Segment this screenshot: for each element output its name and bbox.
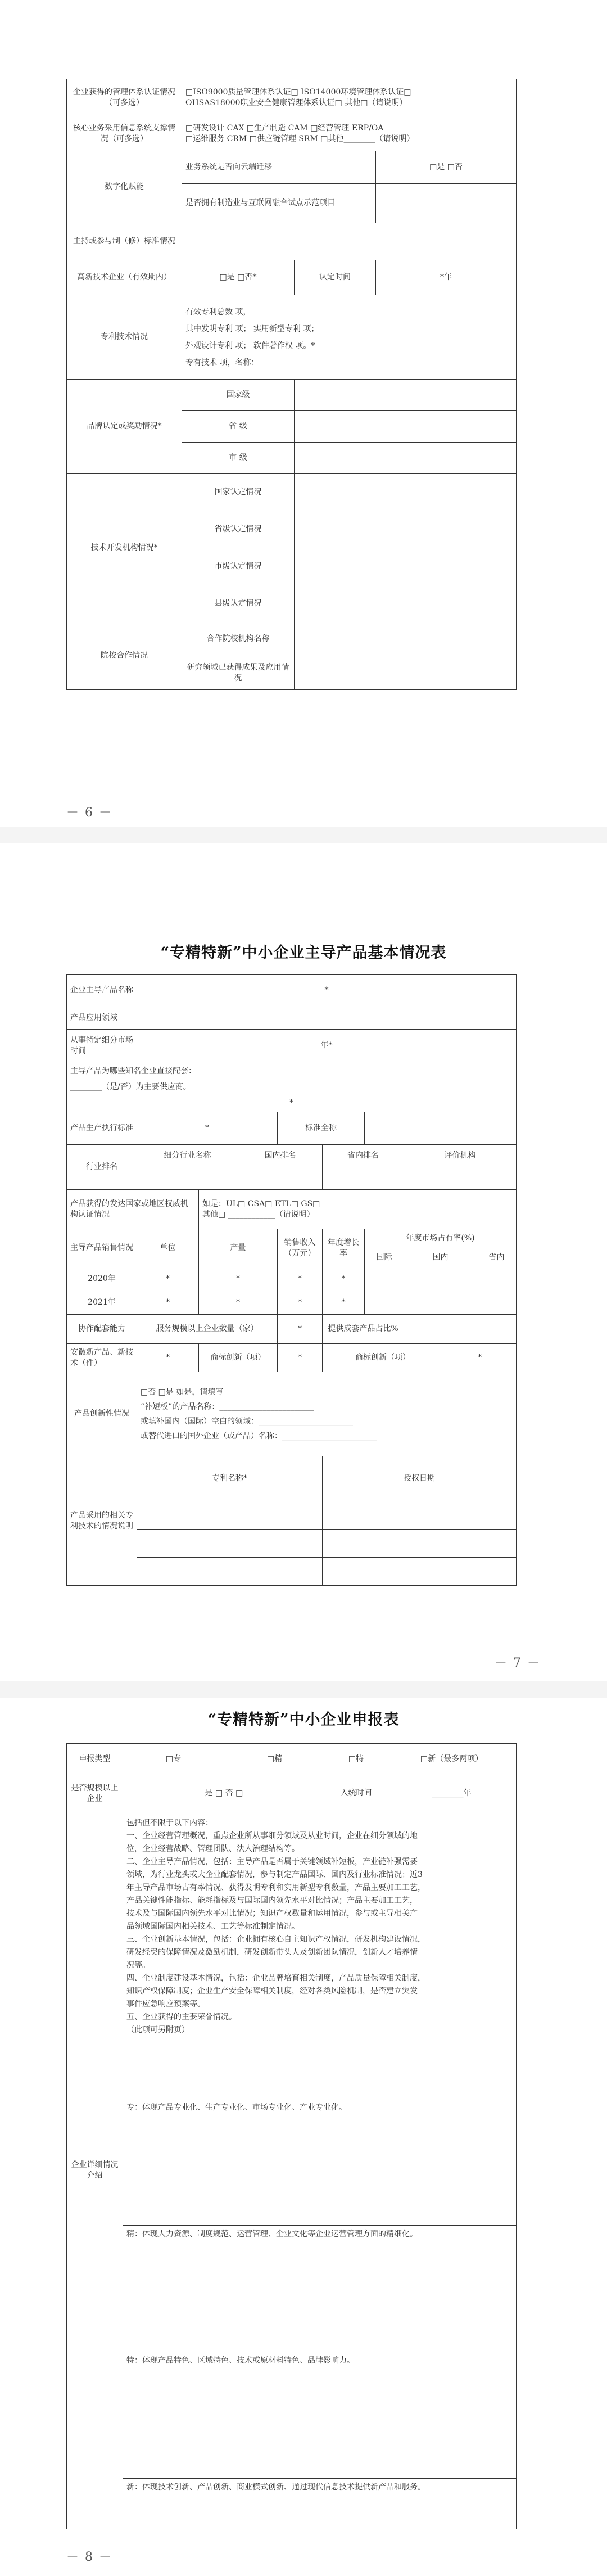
patent-field[interactable]: 有效专利总数 项， 其中发明专利 项； 实用新型专利 项； 外观设计专利 项； 软件著作权 项。* 专有技术 项，名称： (182, 295, 517, 380)
standard-field[interactable] (182, 223, 517, 260)
honor-level: 国家级 (182, 380, 295, 411)
innov-field[interactable]: □否 □是 如是，请填写 “补短板”的产品名称：________________________ 或填补国内（国际）空白的领域：________________________ 或替代进口的国外企业（或产品）名称：________________________ (137, 1372, 517, 1456)
iiot-field[interactable] (376, 184, 517, 223)
sales-year: 2020年 (67, 1267, 137, 1291)
refine-field[interactable]: 精：体现人力资源、制度规范、运营管理、企业文化等企业运营管理方面的精细化。 (123, 2226, 517, 2352)
sales-header: 单位 (137, 1229, 199, 1267)
ip-cell[interactable] (137, 1530, 323, 1558)
sales-year: 2021年 (67, 1291, 137, 1315)
page-gap (0, 1681, 607, 1698)
honor-field[interactable] (295, 411, 517, 443)
sales-subheader: 省内 (477, 1248, 517, 1267)
type-label: 申报类型 (67, 1744, 123, 1775)
new-field[interactable]: 新：体现技术创新、产品创新、商业模式创新、通过现代信息技术提供新产品和服务。 (123, 2479, 517, 2529)
brand-innovation-field[interactable]: * (443, 1344, 517, 1372)
coop-enterprises-label: 服务规模以上企业数量（家） (137, 1315, 278, 1344)
ip-cell[interactable] (323, 1501, 517, 1530)
rank-header: 国内排名 (238, 1145, 323, 1167)
sales-header: 产量 (199, 1229, 278, 1267)
sales-label: 主导产品销售情况 (67, 1229, 137, 1267)
honor-level: 省 级 (182, 411, 295, 443)
honor-level: 市 级 (182, 443, 295, 474)
sales-cell[interactable]: * (199, 1291, 278, 1315)
sales-header: 年度市场占有率(%) (365, 1229, 517, 1248)
rank-cell[interactable] (137, 1167, 238, 1190)
coop-field[interactable] (295, 656, 517, 690)
rank-cell[interactable] (404, 1167, 517, 1190)
intl-cert-label: 产品获得的发达国家或地区权威机构认证情况 (67, 1190, 199, 1229)
sales-header: 销售收入（万元） (278, 1229, 323, 1267)
sales-cell[interactable] (477, 1291, 517, 1315)
brand-label: 商标创新（项） (199, 1344, 278, 1372)
coop-label: 院校合作情况 (67, 622, 182, 690)
page-6 (0, 0, 607, 827)
page-title: “专精特新”中小企业主导产品基本情况表 (160, 944, 447, 962)
type-option-new[interactable]: □新（最多两项） (387, 1744, 517, 1775)
entry-field[interactable]: ________年 (387, 1775, 517, 1812)
rank-cell[interactable] (238, 1167, 323, 1190)
sales-cell[interactable] (404, 1291, 477, 1315)
info-sys-options[interactable]: □研发设计 CAX □生产制造 CAM □经营管理 ERP/OA □运维服务 CRM □供应链管理 SRM □其他________（请说明） (182, 116, 517, 151)
rank-cell[interactable] (323, 1167, 404, 1190)
intro-label: 企业详细情况介绍 (67, 1812, 123, 2529)
field-field[interactable] (137, 1007, 517, 1030)
ip-cell[interactable] (323, 1558, 517, 1586)
honor-field[interactable] (295, 380, 517, 411)
above-label: 是否规模以上企业 (67, 1775, 123, 1812)
coop-item: 合作院校机构名称 (182, 622, 295, 656)
sales-cell[interactable] (365, 1291, 404, 1315)
hitech-options[interactable]: □是 □否* (182, 260, 295, 295)
spec-field[interactable]: 专：体现产品专业化、生产专业化、市场专业化、产业专业化。 (123, 2099, 517, 2226)
page-gap (0, 827, 607, 843)
ip-cell[interactable] (137, 1558, 323, 1586)
sales-cell[interactable]: * (323, 1267, 365, 1291)
standard-label: 主持或参与制（修）标准情况 (67, 223, 182, 260)
cert-time-label: 认定时间 (295, 260, 376, 295)
rnd-level: 国家认定情况 (182, 474, 295, 511)
brand-innovation-label: 商标创新（项） (323, 1344, 443, 1372)
rnd-level: 省级认定情况 (182, 511, 295, 548)
page-number: － 7 － (495, 1656, 541, 1670)
field-label: 产品应用领域 (67, 1007, 137, 1030)
rnd-level: 县级认定情况 (182, 585, 295, 622)
ip-label: 产品采用的相关专利技术的情况说明 (67, 1456, 137, 1586)
company-info-table-continued (66, 79, 517, 690)
coop-share-label: 提供成套产品占比% (323, 1315, 404, 1344)
innov-label: 产品创新性情况 (67, 1372, 137, 1456)
above-options[interactable]: 是 □ 否 □ (123, 1775, 325, 1812)
sales-cell[interactable]: * (278, 1267, 323, 1291)
sales-cell[interactable]: * (137, 1291, 199, 1315)
coop-capacity-label: 协作配套能力 (67, 1315, 137, 1344)
page-number: － 8 － (66, 2550, 112, 2564)
support-field[interactable]: 主导产品为哪些知名企业直接配套： ________（是/否）为主要供应商。 * (67, 1062, 517, 1112)
page-8 (0, 1698, 607, 2576)
rnd-field[interactable] (295, 474, 517, 511)
rank-header: 省内排名 (323, 1145, 404, 1167)
product-name-field[interactable]: * (137, 975, 517, 1007)
coop-share-field[interactable] (404, 1315, 517, 1344)
iiot-label: 是否拥有制造业与互联网融合试点示范项目 (182, 184, 376, 223)
coop-enterprises-field[interactable]: * (278, 1315, 323, 1344)
cert-time-field[interactable]: *年 (376, 260, 517, 295)
page-title: “专精特新”中小企业申报表 (207, 1711, 400, 1729)
rnd-field[interactable] (295, 548, 517, 585)
application-table (66, 1743, 517, 2529)
sales-cell[interactable]: * (278, 1291, 323, 1315)
entry-label: 入统时间 (325, 1775, 387, 1812)
product-info-table (66, 974, 517, 1586)
honor-field[interactable] (295, 443, 517, 474)
time-field[interactable]: 年* (137, 1030, 517, 1062)
mgmt-cert-label: 企业获得的管理体系认证情况（可多选） (67, 79, 182, 116)
brand-field[interactable]: * (278, 1344, 323, 1372)
sales-cell[interactable]: * (137, 1267, 199, 1291)
sales-subheader: 国内 (404, 1248, 477, 1267)
std-name-label: 标准全称 (278, 1112, 365, 1145)
rank-header: 细分行业名称 (137, 1145, 238, 1167)
mgmt-cert-options[interactable]: □ISO9000质量管理体系认证□ ISO14000环境管理体系认证□ OHSAS18000职业安全健康管理体系认证□ 其他□（请说明） (182, 79, 517, 116)
std-label: 产品生产执行标准 (67, 1112, 137, 1145)
type-option-refine[interactable]: □精 (224, 1744, 325, 1775)
coop-item: 研究领域已获得成果及应用情况 (182, 656, 295, 690)
ip-name-header: 专利名称* (137, 1456, 323, 1501)
sales-cell[interactable]: * (323, 1291, 365, 1315)
rnd-field[interactable] (295, 585, 517, 622)
sales-cell[interactable] (477, 1267, 517, 1291)
cloud-options[interactable]: □是 □否 (376, 151, 517, 184)
type-option-special[interactable]: □特 (325, 1744, 387, 1775)
newprod-label: 安徽新产品、新技术（件） (67, 1344, 137, 1372)
product-name-label: 企业主导产品名称 (67, 975, 137, 1007)
type-option-spec[interactable]: □专 (123, 1744, 224, 1775)
sales-subheader: 国际 (365, 1248, 404, 1267)
special-field[interactable]: 特：体现产品特色、区域特色、技术或原材料特色、品牌影响力。 (123, 2352, 517, 2479)
rank-header: 评价机构 (404, 1145, 517, 1167)
digital-label: 数字化赋能 (67, 151, 182, 223)
sales-cell[interactable]: * (199, 1267, 278, 1291)
time-label: 从事特定细分市场时间 (67, 1030, 137, 1062)
rank-label: 行业排名 (67, 1145, 137, 1190)
std-name-field[interactable] (365, 1112, 517, 1145)
sales-header: 年度增长率 (323, 1229, 365, 1267)
page-number: － 6 － (66, 806, 112, 820)
ip-term-header: 授权日期 (323, 1456, 517, 1501)
hitech-label: 高新技术企业（有效期内） (67, 260, 182, 295)
info-sys-label: 核心业务采用信息系统支撑情况（可多选） (67, 116, 182, 151)
newprod-field[interactable]: * (137, 1344, 199, 1372)
std-field[interactable]: * (137, 1112, 278, 1145)
sales-cell[interactable] (365, 1267, 404, 1291)
intl-cert-field[interactable]: 如是：UL□ CSA□ ETL□ GS□ 其他□ ____________（请说明） (199, 1190, 517, 1229)
ip-cell[interactable] (137, 1501, 323, 1530)
rnd-level: 市级认定情况 (182, 548, 295, 585)
page-7 (0, 843, 607, 1681)
patent-label: 专利技术情况 (67, 295, 182, 380)
coop-field[interactable] (295, 622, 517, 656)
sales-cell[interactable] (404, 1267, 477, 1291)
intro-content[interactable]: 包括但不限于以下内容： 一、企业经营管理概况，重点企业所从事细分领域及从业时间，企业在细分领域的地 位，企业经营战略、管理团队、法人治理结构等。 二、企业主导产品情况，包括：主导产品是否属于关键领域补短板，产业链补强需要 领域，为行业龙头或大企业配套情况，参与制定产品国际、国内及行业标准情况；近3 年主导产品市场占有率情况、获得发明专利和实用新型专利数量，产品主要加工工艺， 产品关键性能指标、能耗指标及与国际国内领先水平对比情况；产品主要加工工艺， 技术及与国际国内领先水平对比情况；知识产权数量和运用情况，参与或主导相关产 品领域国际国内相关技术、工艺等标准制定情况。 三、企业创新基本情况，包括：企业拥有核心自主知识产权情况，研发机构建设情况， 研发经费的保障情况及激励机制，研发创新带头人及创新团队情况，创新人才培养情 况等。 四、企业制度建设基本情况，包括：企业品牌培育相关制度，产品质量保障相关制度， 知识产权保障制度；企业生产安全保障相关制度，经对各类风险机制，是否建立突发 事件应急响应预案等。 五、企业获得的主要荣誉情况。 （此项可另附页） (123, 1812, 517, 2099)
rnd-field[interactable] (295, 511, 517, 548)
ip-cell[interactable] (323, 1530, 517, 1558)
cloud-label: 业务系统是否向云端迁移 (182, 151, 376, 184)
rnd-label: 技术开发机构情况* (67, 474, 182, 622)
honor-label: 品牌认定或奖励情况* (67, 380, 182, 474)
